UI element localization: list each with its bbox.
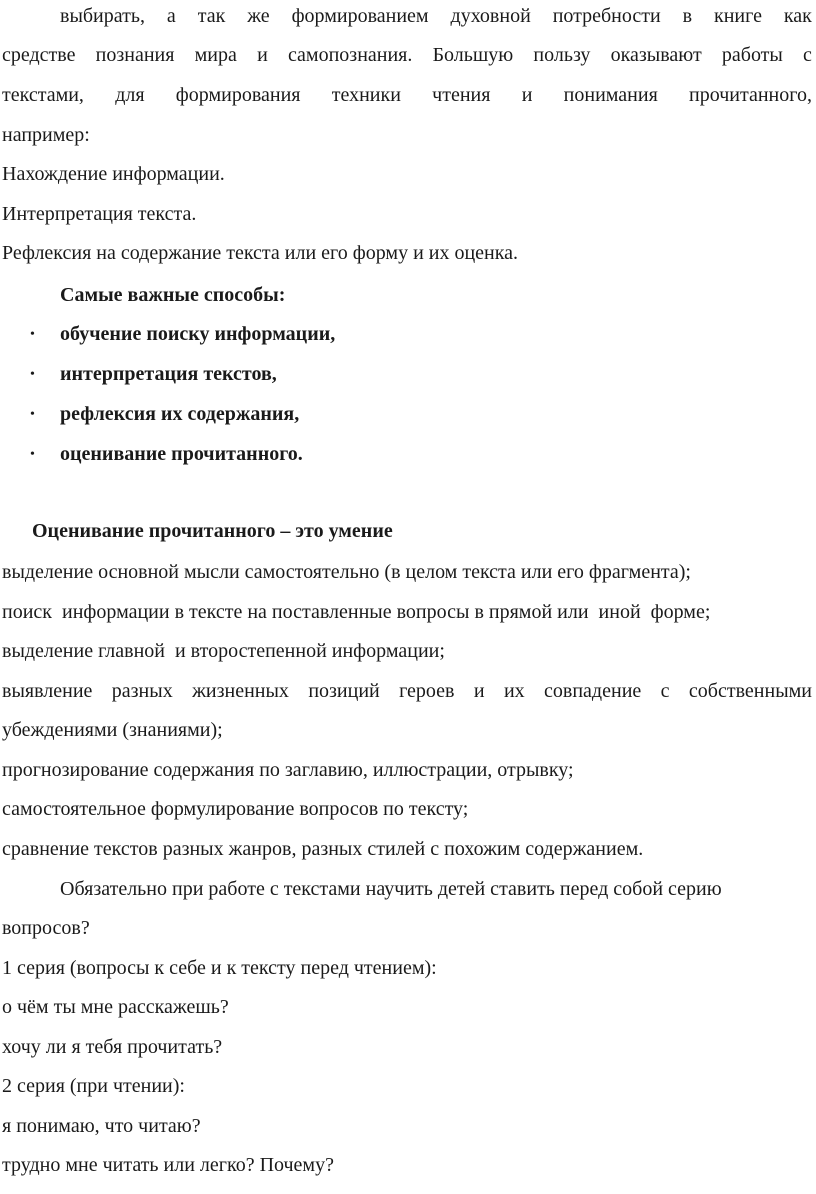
bullet-icon: • (30, 447, 35, 462)
question-line: о чём ты мне расскажешь? (2, 996, 229, 1018)
plain-list-item: Интерпретация текста. (2, 203, 197, 225)
evaluation-line: прогнозирование содержания по заглавию, иллюстрации, отрывку; (2, 759, 574, 781)
evaluation-heading: Оценивание прочитанного – это умение (32, 520, 393, 542)
series-heading: 1 серия (вопросы к себе и к тексту перед чтением): (2, 957, 437, 979)
series-heading: 2 серия (при чтении): (2, 1075, 185, 1097)
questions-paragraph-cont: вопросов? (2, 917, 90, 939)
evaluation-line: самостоятельное формулирование вопросов по тексту; (2, 798, 469, 820)
methods-item: рефлексия их содержания, (60, 403, 300, 425)
evaluation-line: убеждениями (знаниями); (2, 719, 223, 741)
intro-line-1: выбирать, а так же формированием духовной потребности в книге как (60, 5, 812, 27)
intro-line-4: например: (2, 124, 90, 146)
question-line: трудно мне читать или легко? Почему? (2, 1154, 334, 1176)
evaluation-line: сравнение текстов разных жанров, разных стилей с похожим содержанием. (2, 838, 644, 860)
evaluation-line: выделение основной мысли самостоятельно (в целом текста или его фрагмента); (2, 561, 691, 583)
bullet-icon: • (30, 327, 35, 342)
evaluation-line: выделение главной и второстепенной информации; (2, 640, 445, 662)
methods-item: обучение поиску информации, (60, 323, 336, 345)
methods-heading: Самые важные способы: (60, 284, 286, 306)
methods-item: интерпретация текстов, (60, 363, 277, 385)
intro-line-3: текстами, для формирования техники чтения и понимания прочитанного, (2, 84, 812, 106)
questions-paragraph: Обязательно при работе с текстами научить детей ставить перед собой серию (60, 878, 722, 900)
evaluation-line: поиск информации в тексте на поставленные вопросы в прямой или иной форме; (2, 601, 711, 623)
methods-item: оценивание прочитанного. (60, 443, 303, 465)
bullet-icon: • (30, 367, 35, 382)
evaluation-line-justified: выявление разных жизненных позиций героев и их совпадение с собственными (2, 680, 812, 702)
question-line: я понимаю, что читаю? (2, 1115, 201, 1137)
question-line: хочу ли я тебя прочитать? (2, 1036, 223, 1058)
intro-line-2: средстве познания мира и самопознания. Большую пользу оказывают работы с (2, 44, 812, 66)
plain-list-item: Нахождение информации. (2, 163, 225, 185)
bullet-icon: • (30, 407, 35, 422)
plain-list-item: Рефлексия на содержание текста или его форму и их оценка. (2, 242, 519, 264)
